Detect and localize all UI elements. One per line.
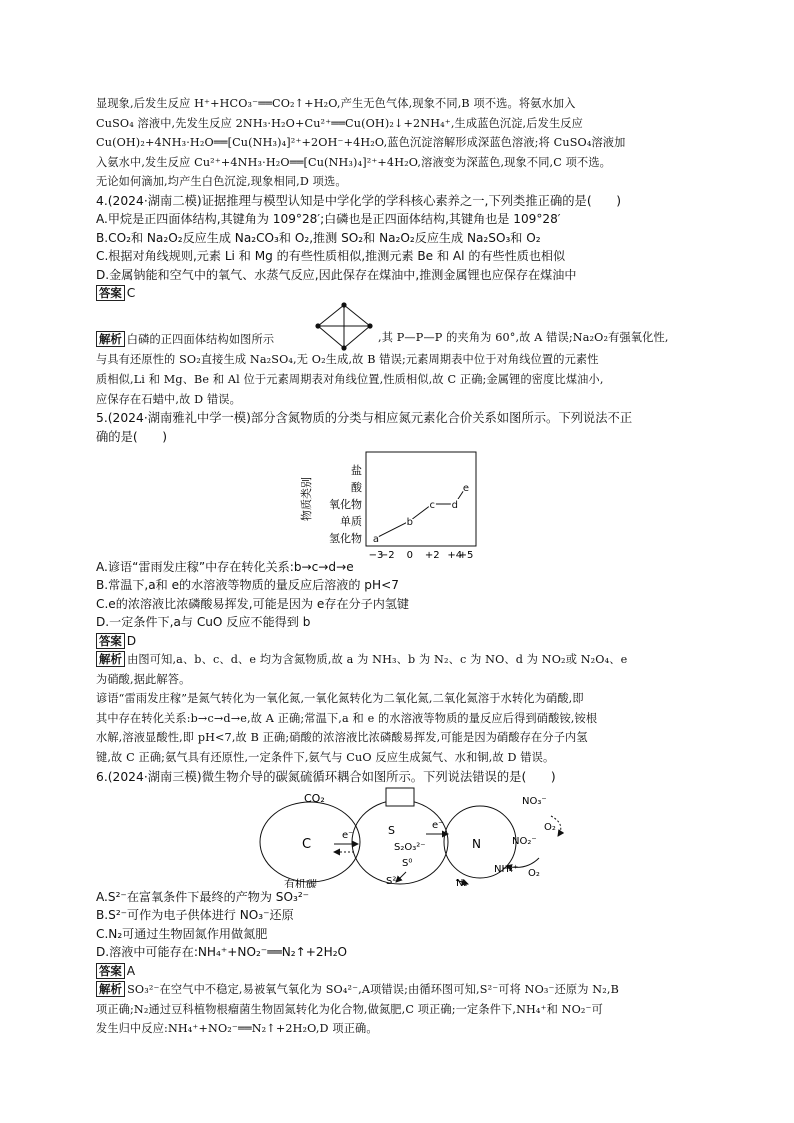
analysis-tag: 解析 [96, 981, 125, 997]
x-tick-label: −3 [368, 550, 384, 558]
option-d: D.溶液中可能存在:NH₄⁺+NO₂⁻══N₂↑+2H₂O [96, 945, 348, 960]
option-b: B.CO₂和 Na₂O₂反应生成 Na₂CO₃和 O₂,推测 SO₂和 Na₂O₂反应生成 Na₂SO₃和 O₂ [96, 230, 541, 245]
analysis-tag: 解析 [96, 331, 125, 347]
point-label-a: a [372, 534, 380, 545]
explanation-top [96, 94, 702, 192]
option-a: A.S²⁻在富氧条件下最终的产物为 SO₃²⁻ [96, 890, 310, 904]
cycle-diagram [96, 786, 702, 888]
o2-label: O₂ [544, 822, 556, 833]
analysis-text: 由图可知,a、b、c、d、e 均为含氮物质,故 a 为 NH₃、b 为 N₂、c 为 NO、d 为 NO₂或 N₂O₄、e [127, 653, 628, 667]
analysis-text: ,其 P—P—P 的夹角为 60°,故 A 错误;Na₂O₂有强氧化性, [378, 331, 669, 345]
cycle-svg [96, 786, 702, 888]
carbon-label: C [302, 837, 312, 852]
analysis-line: 发生归中反应:NH₄⁺+NO₂⁻══N₂↑+2H₂O,D 项正确。 [96, 1022, 378, 1036]
answer-value: D [126, 633, 137, 648]
y-axis-label: 物质类别 [300, 477, 313, 521]
question-stem: 4.(2024·湖南二模)证据推理与模型认知是中学化学的学科核心素养之一,下列类推正确的是( ) [96, 193, 622, 208]
x-tick-label: 0 [406, 550, 413, 558]
s0-label: S⁰ [402, 858, 413, 869]
answer-tag: 答案 [96, 285, 125, 301]
series-line [376, 487, 466, 538]
co2-label: CO₂ [304, 792, 325, 805]
sulfide-label: S²⁻ [386, 876, 402, 887]
o2-label: O₂ [528, 868, 540, 879]
option-b: B.S²⁻可作为电子供体进行 NO₃⁻还原 [96, 908, 294, 923]
answer-tag: 答案 [96, 963, 125, 979]
option-c: C.e的浓溶液比浓磷酸易挥发,可能是因为 e存在分子内氢键 [96, 596, 410, 611]
y-tick-label: 氢化物 [329, 532, 362, 545]
analysis-first-row [96, 302, 702, 350]
page-content [96, 94, 702, 1039]
analysis-line: 项正确;N₂通过豆科植物根瘤菌生物固氮转化为化合物,做氮肥,C 项正确;一定条件下,NH₄⁺和 NO₂⁻可 [96, 1002, 603, 1016]
y-tick-label: 氧化物 [329, 498, 362, 511]
analysis-line [96, 650, 702, 670]
analysis-line: 键,故 C 正确;氨气具有还原性,一定条件下,氨气与 CuO 反应生成氮气、水和铜,故 D 错误。 [96, 751, 555, 764]
point-label-d: d [451, 500, 458, 511]
analysis-line: 谚语“雷雨发庄稼”是氮气转化为一氧化氮,一氧化氮转化为二氧化氮,二氧化氮溶于水转化为硝酸,即 [96, 692, 584, 706]
y-tick-label: 盐 [351, 464, 362, 477]
option-d: D.一定条件下,a与 CuO 反应不能得到 b [96, 615, 311, 630]
analysis-line: 质相似,Li 和 Mg、Be 和 Al 位于元素周期表对角线位置,性质相似,故 C 正确;金属锂的密度比煤油小, [96, 373, 604, 386]
nitrate-label: NO₃⁻ [522, 796, 547, 807]
n2-label: N₂ [456, 878, 468, 888]
analysis-line [96, 980, 702, 1000]
analysis-line: 水解,溶液显酸性,即 pH<7,故 B 正确;硝酸的浓溶液比浓磷酸易挥发,可能是因为硝酸存在分子内氢 [96, 731, 588, 745]
y-tick-label: 单质 [340, 515, 362, 528]
x-tick-label: +5 [458, 550, 474, 558]
y-tick-label: 酸 [351, 481, 362, 494]
answer-value: A [126, 963, 136, 978]
analysis-line: 其中存在转化关系:b→c→d→e,故 A 正确;常温下,a 和 e 的水溶液等物质的量反应后得到硝酸铵,铵根 [96, 711, 598, 725]
sulfur-label: S [388, 824, 395, 837]
question-stem: 5.(2024·湖南雅礼中学一模)部分含氮物质的分类与相应氮元素化合价关系如图所示。下列说法不正 [96, 411, 633, 426]
nitrogen-label: N [472, 837, 481, 851]
analysis-tag: 解析 [96, 651, 125, 667]
point-label-c: c [429, 500, 435, 511]
analysis-text: SO₃²⁻在空气中不稳定,易被氧气氧化为 SO₄²⁻,A项错误;由循环图可知,S²⁻可将 NO₃⁻还原为 N₂,B [127, 983, 619, 997]
point-label-b: b [406, 517, 413, 528]
question-6 [96, 768, 702, 1039]
option-b: B.常温下,a和 e的水溶液等物质的量反应后溶液的 pH<7 [96, 578, 399, 593]
ammonium-label: NH₄⁺ [494, 864, 519, 875]
analysis-line: 应保存在石蜡中,故 D 错误。 [96, 392, 241, 406]
analysis-line: 为硝酸,据此解答。 [96, 672, 191, 686]
white-phosphorus-tetrahedron [314, 302, 374, 352]
option-a: A.甲烷是正四面体结构,其键角为 109°28′;白磷也是正四面体结构,其键角也是 109°28′ [96, 212, 561, 227]
explanation-line: 显现象,后发生反应 H⁺+HCO₃⁻══CO₂↑+H₂O,产生无色气体,现象不同,B 项不选。将氨水加入 [96, 97, 576, 110]
option-d: D.金属钠能和空气中的氧气、水蒸气反应,因此保存在煤油中,推测金属锂也应保存在煤油中 [96, 267, 577, 282]
explanation-line: Cu(OH)₂+4NH₃·H₂O══[Cu(NH₃)₄]²⁺+2OH⁻+4H₂O,蓝色沉淀溶解形成深蓝色溶液;将 CuSO₄溶液加 [96, 136, 626, 150]
answer-value: C [126, 286, 136, 300]
x-tick-label: +2 [424, 550, 440, 558]
nitrite-label: NO₂⁻ [512, 836, 537, 847]
analysis-text: 白磷的正四面体结构如图所示 [126, 333, 275, 347]
explanation-line: 入氨水中,发生反应 Cu²⁺+4NH₃·H₂O══[Cu(NH₃)₄]²⁺+4H₂O,溶液变为深蓝色,现象不同,C 项不选。 [96, 155, 612, 169]
answer-line [96, 284, 702, 302]
answer-tag: 答案 [96, 633, 125, 649]
x-tick-label: +4 [447, 550, 463, 558]
explanation-line: 无论如何滴加,均产生白色沉淀,现象相同,D 项选。 [96, 175, 347, 189]
option-c: C.根据对角线规则,元素 Li 和 Mg 的有些性质相似,推测元素 Be 和 Al 的有些性质也相似 [96, 249, 566, 264]
plot-frame [366, 452, 476, 546]
organic-carbon-label: 有机碳 [284, 878, 317, 888]
electron-label: e⁻ [342, 830, 354, 841]
blank-box [386, 788, 414, 806]
question-4 [96, 192, 702, 409]
question-5 [96, 409, 702, 767]
explanation-line: CuSO₄ 溶液中,先发生反应 2NH₃·H₂O+Cu²⁺══Cu(OH)₂↓+2NH₄⁺,生成蓝色沉淀,后发生反应 [96, 116, 583, 130]
nitrogen-chart [96, 446, 702, 558]
option-c: C.N₂可通过生物固氮作用做氮肥 [96, 926, 268, 941]
point-label-e: e [462, 483, 470, 494]
chart-svg [96, 446, 702, 558]
x-tick-label: −2 [379, 550, 395, 558]
option-a: A.谚语“雷雨发庄稼”中存在转化关系:b→c→d→e [96, 560, 354, 574]
question-stem: 确的是( ) [96, 429, 168, 444]
analysis-line: 与具有还原性的 SO₂直接生成 Na₂SO₄,无 O₂生成,故 B 错误;元素周期表中位于对角线位置的元素性 [96, 353, 599, 367]
question-stem: 6.(2024·湖南三模)微生物介导的碳氮硫循环耦合如图所示。下列说法错误的是( ) [96, 769, 556, 784]
electron-label: e⁻ [432, 820, 444, 831]
thiosulfate-label: S₂O₃²⁻ [394, 842, 426, 853]
answer-line [96, 632, 702, 650]
answer-line [96, 962, 702, 980]
